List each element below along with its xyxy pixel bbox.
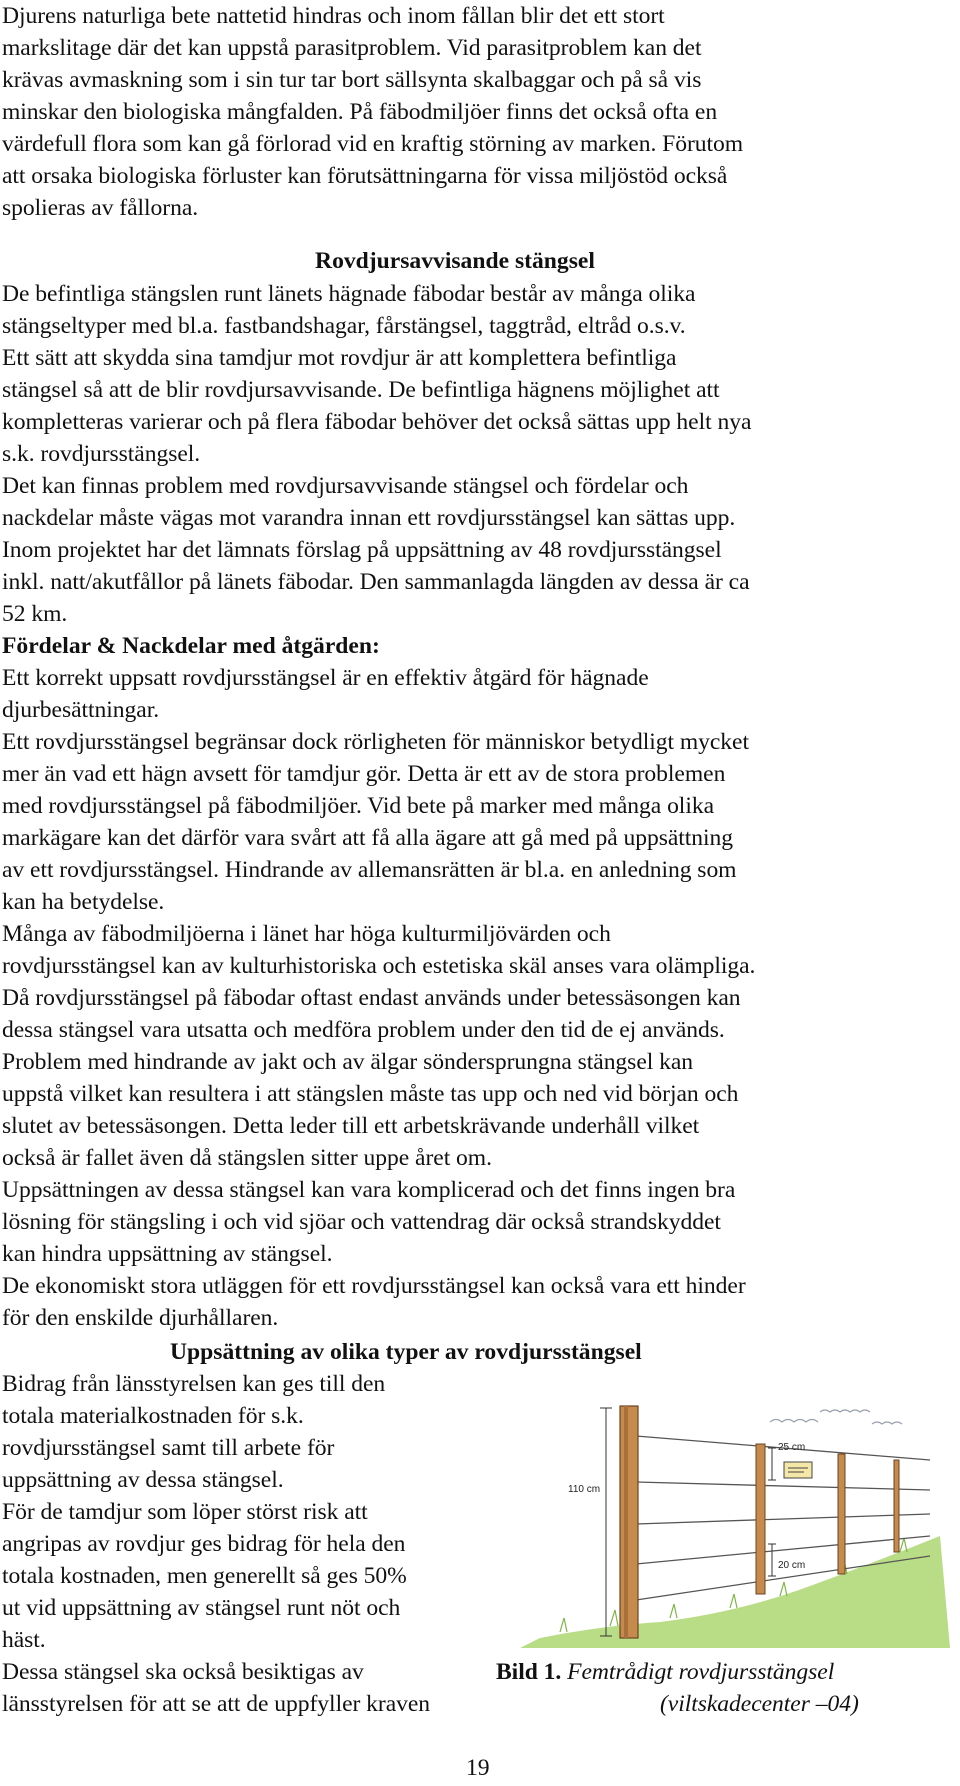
- label-20cm: 20 cm: [778, 1560, 806, 1571]
- body-line: kompletteras varierar och på flera fäbodar behöver det också sättas upp helt nya: [2, 409, 752, 435]
- body-line: djurbesättningar.: [2, 697, 160, 723]
- intro-line: Djurens naturliga bete nattetid hindras och inom fållan blir det ett stort: [2, 3, 665, 29]
- body-line: Bidrag från länsstyrelsen kan ges till den: [2, 1371, 386, 1397]
- body-line: stängsel så att de blir rovdjursavvisande. De befintliga hägnens möjlighet att: [2, 377, 720, 403]
- heading-rovdjursavvisande: Rovdjursavvisande stängsel: [315, 248, 595, 274]
- body-line: Många av fäbodmiljöerna i länet har höga kulturmiljövärden och: [2, 921, 611, 947]
- body-line: lösning för stängsling i och vid sjöar och vattendrag där också strandskyddet: [2, 1209, 721, 1235]
- body-line: inkl. natt/akutfållor på länets fäbodar. Den sammanlagda längden av dessa är ca: [2, 569, 750, 595]
- body-line: Ett rovdjursstängsel begränsar dock rörligheten för människor betydligt mycket: [2, 729, 749, 755]
- heading-fordelar-nackdelar: Fördelar & Nackdelar med åtgärden:: [2, 633, 380, 659]
- body-line: häst.: [2, 1627, 46, 1653]
- heading-uppsattning: Uppsättning av olika typer av rovdjursstängsel: [170, 1339, 642, 1365]
- body-line: 52 km.: [2, 601, 68, 627]
- intro-line: krävas avmaskning som i sin tur tar bort sällsynta skalbaggar och på så vis: [2, 67, 702, 93]
- grass-area: [520, 1536, 950, 1648]
- body-line: med rovdjursstängsel på fäbodmiljöer. Vid bete på marker med många olika: [2, 793, 714, 819]
- body-line: Problem med hindrande av jakt och av älgar söndersprungna stängsel kan: [2, 1049, 694, 1075]
- label-110cm: 110 cm: [568, 1484, 601, 1495]
- body-line: mer än vad ett hägn avsett för tamdjur gör. Detta är ett av de stora problemen: [2, 761, 726, 787]
- body-line: av ett rovdjursstängsel. Hindrande av allemansrätten är bl.a. en anledning som: [2, 857, 737, 883]
- body-line: Inom projektet har det lämnats förslag på uppsättning av 48 rovdjursstängsel: [2, 537, 722, 563]
- warning-sign: [784, 1462, 812, 1478]
- fence-post-main: [620, 1406, 638, 1638]
- body-line: angripas av rovdjur ges bidrag för hela den: [2, 1531, 406, 1557]
- caption-title: Femtrådigt rovdjursstängsel: [567, 1659, 835, 1685]
- body-line: För de tamdjur som löper störst risk att: [2, 1499, 368, 1525]
- body-line: Det kan finnas problem med rovdjursavvisande stängsel och fördelar och: [2, 473, 689, 499]
- body-line: rovdjursstängsel kan av kulturhistoriska och estetiska skäl anses vara olämpliga.: [2, 953, 756, 979]
- body-line: kan hindra uppsättning av stängsel.: [2, 1241, 333, 1267]
- body-line: rovdjursstängsel samt till arbete för: [2, 1435, 335, 1461]
- intro-line: minskar den biologiska mångfalden. På fäbodmiljöer finns det också ofta en: [2, 99, 718, 125]
- intro-line: värdefull flora som kan gå förlorad vid en kraftig störning av marken. Förutom: [2, 131, 744, 157]
- dimension-110: [600, 1408, 612, 1636]
- body-line: markägare kan det därför vara svårt att få alla ägare att gå med på uppsättning: [2, 825, 734, 851]
- cloud-line: [820, 1410, 870, 1412]
- dimension-20: [768, 1544, 776, 1576]
- body-line: s.k. rovdjursstängsel.: [2, 441, 201, 467]
- body-line: uppstå vilket kan resultera i att stängslen måste tas upp och ned vid början och: [2, 1081, 739, 1107]
- intro-line: spolieras av fållorna.: [2, 195, 199, 221]
- dimension-25: [768, 1448, 776, 1480]
- body-line: för den enskilde djurhållaren.: [2, 1305, 279, 1331]
- body-line: De ekonomiskt stora utläggen för ett rovdjursstängsel kan också vara ett hinder: [2, 1273, 746, 1299]
- post-shade: [624, 1406, 628, 1638]
- body-line: totala materialkostnaden för s.k.: [2, 1403, 304, 1429]
- body-line: Ett korrekt uppsatt rovdjursstängsel är en effektiv åtgärd för hägnade: [2, 665, 649, 691]
- intro-line: att orsaka biologiska förluster kan förutsättningarna för vissa miljöstöd också: [2, 163, 728, 189]
- body-line: Dessa stängsel ska också besiktigas av: [2, 1659, 364, 1685]
- fence-illustration: [520, 1386, 950, 1648]
- figure-credit: (viltskadecenter –04): [660, 1691, 859, 1717]
- fence-post: [838, 1454, 845, 1574]
- fence-post: [894, 1460, 899, 1552]
- cloud-line: [872, 1422, 902, 1424]
- body-line: nackdelar måste vägas mot varandra innan ett rovdjursstängsel kan sättas upp.: [2, 505, 736, 531]
- body-line: De befintliga stängslen runt länets hägnade fäbodar består av många olika: [2, 281, 696, 307]
- body-line: Då rovdjursstängsel på fäbodar oftast endast används under betessäsongen kan: [2, 985, 741, 1011]
- body-line: totala kostnaden, men generellt så ges 50%: [2, 1563, 407, 1589]
- figure-caption: [496, 1656, 834, 1688]
- body-line: stängseltyper med bl.a. fastbandshagar, fårstängsel, taggtråd, eltråd o.s.v.: [2, 313, 686, 339]
- label-25cm: 25 cm: [778, 1442, 806, 1453]
- body-line: också är fallet även då stängslen sitter uppe året om.: [2, 1145, 492, 1171]
- body-line: kan ha betydelse.: [2, 889, 165, 915]
- body-line: slutet av betessäsongen. Detta leder till ett arbetskrävande underhåll vilket: [2, 1113, 700, 1139]
- body-line: Ett sätt att skydda sina tamdjur mot rovdjur är att komplettera befintliga: [2, 345, 677, 371]
- intro-line: markslitage där det kan uppstå parasitproblem. Vid parasitproblem kan det: [2, 35, 702, 61]
- body-line: Uppsättningen av dessa stängsel kan vara komplicerad och det finns ingen bra: [2, 1177, 736, 1203]
- caption-label: Bild 1.: [496, 1659, 562, 1685]
- cloud-line: [770, 1420, 818, 1423]
- body-line: länsstyrelsen för att se att de uppfyller kraven: [2, 1691, 431, 1717]
- body-line: ut vid uppsättning av stängsel runt nöt och: [2, 1595, 401, 1621]
- page-number: 19: [466, 1755, 490, 1781]
- fence-post: [756, 1444, 765, 1594]
- body-line: uppsättning av dessa stängsel.: [2, 1467, 284, 1493]
- body-line: dessa stängsel vara utsatta och medföra problem under den tid de ej används.: [2, 1017, 725, 1043]
